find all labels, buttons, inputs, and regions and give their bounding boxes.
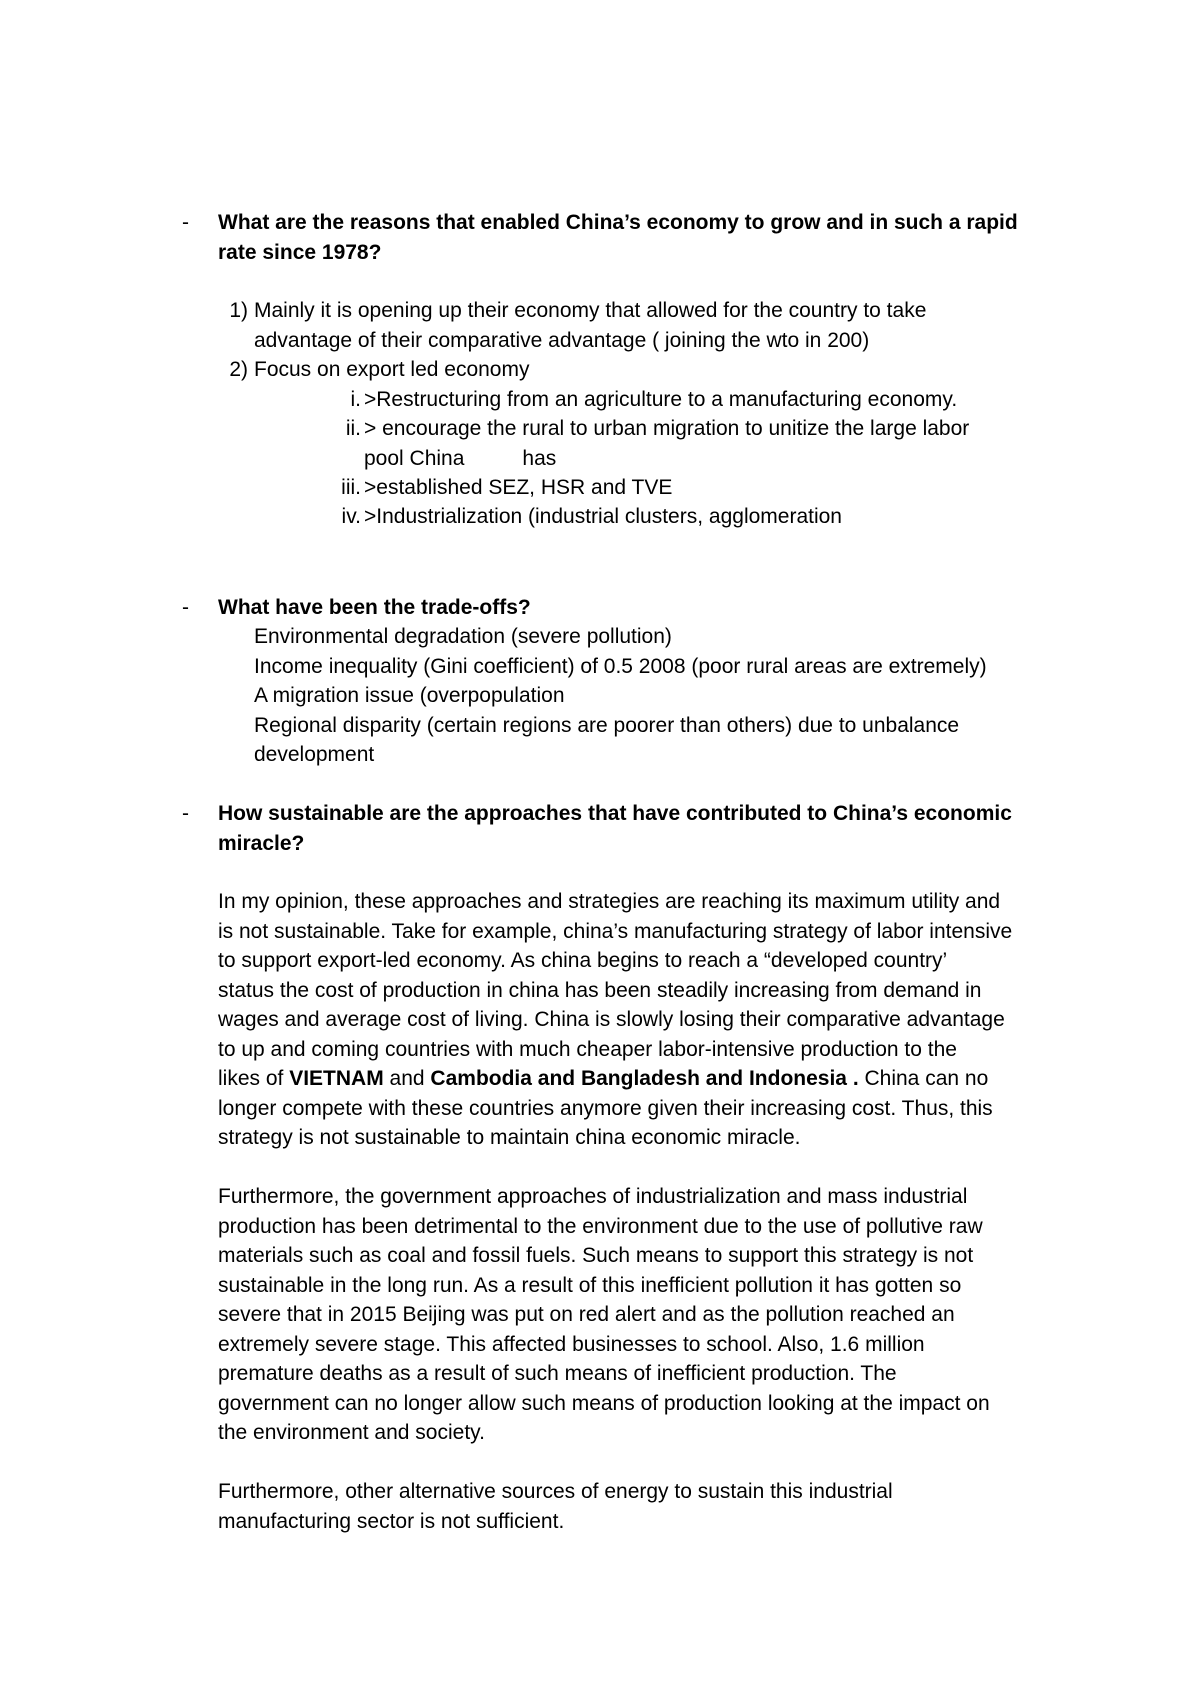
question-heading xyxy=(218,208,1068,267)
paragraph-line: strategy is not sustainable to maintain china economic miracle. xyxy=(218,1126,801,1149)
question-line: How sustainable are the approaches that have contributed to China’s economic xyxy=(218,802,1012,825)
roman-numeral: iii. xyxy=(341,476,361,499)
tradeoff-item: A migration issue (overpopulation xyxy=(254,684,565,707)
text-fragment: China can no xyxy=(858,1067,989,1090)
question-line: What are the reasons that enabled China’s economy to grow and in such a rapid xyxy=(218,211,1018,234)
paragraph-line xyxy=(218,1064,1078,1094)
sub-list-item-line: > encourage the rural to urban migration to unitize the large labor xyxy=(364,417,970,440)
roman-numeral: i. xyxy=(350,388,361,411)
paragraph-line: Furthermore, the government approaches of industrialization and mass industrial xyxy=(218,1185,968,1208)
paragraph xyxy=(218,887,1078,1153)
list-number: 2) xyxy=(229,358,248,381)
paragraph-line: materials such as coal and fossil fuels. Such means to support this strategy is not xyxy=(218,1244,974,1267)
paragraph-line: the environment and society. xyxy=(218,1421,485,1444)
text-fragment: pool China xyxy=(364,446,465,470)
question-heading xyxy=(218,799,1068,858)
paragraph-line: wages and average cost of living. China is slowly losing their comparative advantage xyxy=(218,1008,1005,1031)
tradeoff-list xyxy=(254,622,1074,770)
paragraph-line: sustainable in the long run. As a result of this inefficient pollution it has gotten so xyxy=(218,1273,962,1297)
list-item-line: advantage of their comparative advantage ( joining the wto in 200) xyxy=(254,328,870,352)
paragraph-line: government can no longer allow such means of production looking at the impact on xyxy=(218,1391,990,1415)
paragraph xyxy=(218,1477,1078,1536)
list-item: Focus on export led economy xyxy=(254,358,530,381)
bullet-dash: - xyxy=(182,211,189,234)
roman-numeral: iv. xyxy=(341,505,361,528)
paragraph-line: is not sustainable. Take for example, china’s manufacturing strategy of labor intensive xyxy=(218,919,1013,943)
paragraph-line: to up and coming countries with much cheaper labor-intensive production to the xyxy=(218,1037,957,1061)
sub-list-item-line xyxy=(364,444,1084,474)
tradeoff-item: Regional disparity (certain regions are poorer than others) due to unbalance xyxy=(254,713,960,737)
question-line: rate since 1978? xyxy=(218,240,382,264)
roman-numeral: ii. xyxy=(345,417,361,440)
paragraph-line: production has been detrimental to the environment due to the use of pollutive raw xyxy=(218,1214,983,1238)
list-item xyxy=(254,296,1074,355)
paragraph-line: status the cost of production in china has been steadily increasing from demand in xyxy=(218,978,982,1002)
tradeoff-item: Income inequality (Gini coefficient) of 0.5 2008 (poor rural areas are extremely) xyxy=(254,654,987,678)
paragraph-line: manufacturing sector is not sufficient. xyxy=(218,1509,565,1533)
sub-list-item: >Industrialization (industrial clusters, agglomeration xyxy=(364,505,842,528)
bold-countries: Cambodia and Bangladesh and Indonesia . xyxy=(430,1067,859,1090)
paragraph-line: premature deaths as a result of such means of inefficient production. The xyxy=(218,1362,897,1385)
bold-country: VIETNAM xyxy=(289,1067,384,1090)
paragraph xyxy=(218,1182,1078,1448)
text-fragment: and xyxy=(383,1067,431,1090)
bullet-dash: - xyxy=(182,596,189,619)
paragraph-line: longer compete with these countries anymore given their increasing cost. Thus, this xyxy=(218,1096,993,1120)
text-fragment: likes of xyxy=(218,1067,290,1090)
paragraph-line: extremely severe stage. This affected businesses to school. Also, 1.6 million xyxy=(218,1332,925,1356)
text-fragment: has xyxy=(522,446,557,470)
sub-list-item: >Restructuring from an agriculture to a manufacturing economy. xyxy=(364,388,958,411)
question-heading: What have been the trade-offs? xyxy=(218,596,531,619)
list-item-line: Mainly it is opening up their economy that allowed for the country to take xyxy=(254,299,927,322)
paragraph-line: In my opinion, these approaches and strategies are reaching its maximum utility and xyxy=(218,890,1001,913)
paragraph-line: Furthermore, other alternative sources of energy to sustain this industrial xyxy=(218,1480,893,1503)
tradeoff-item: Environmental degradation (severe pollution) xyxy=(254,625,672,648)
paragraph-line: severe that in 2015 Beijing was put on red alert and as the pollution reached an xyxy=(218,1303,955,1326)
sub-list-item: >established SEZ, HSR and TVE xyxy=(364,476,673,499)
list-number: 1) xyxy=(229,299,248,322)
sub-list-item xyxy=(364,414,1084,473)
bullet-dash: - xyxy=(182,802,189,825)
question-line: miracle? xyxy=(218,831,305,855)
paragraph-line: to support export-led economy. As china begins to reach a “developed country’ xyxy=(218,949,948,972)
tradeoff-item: development xyxy=(254,743,375,766)
